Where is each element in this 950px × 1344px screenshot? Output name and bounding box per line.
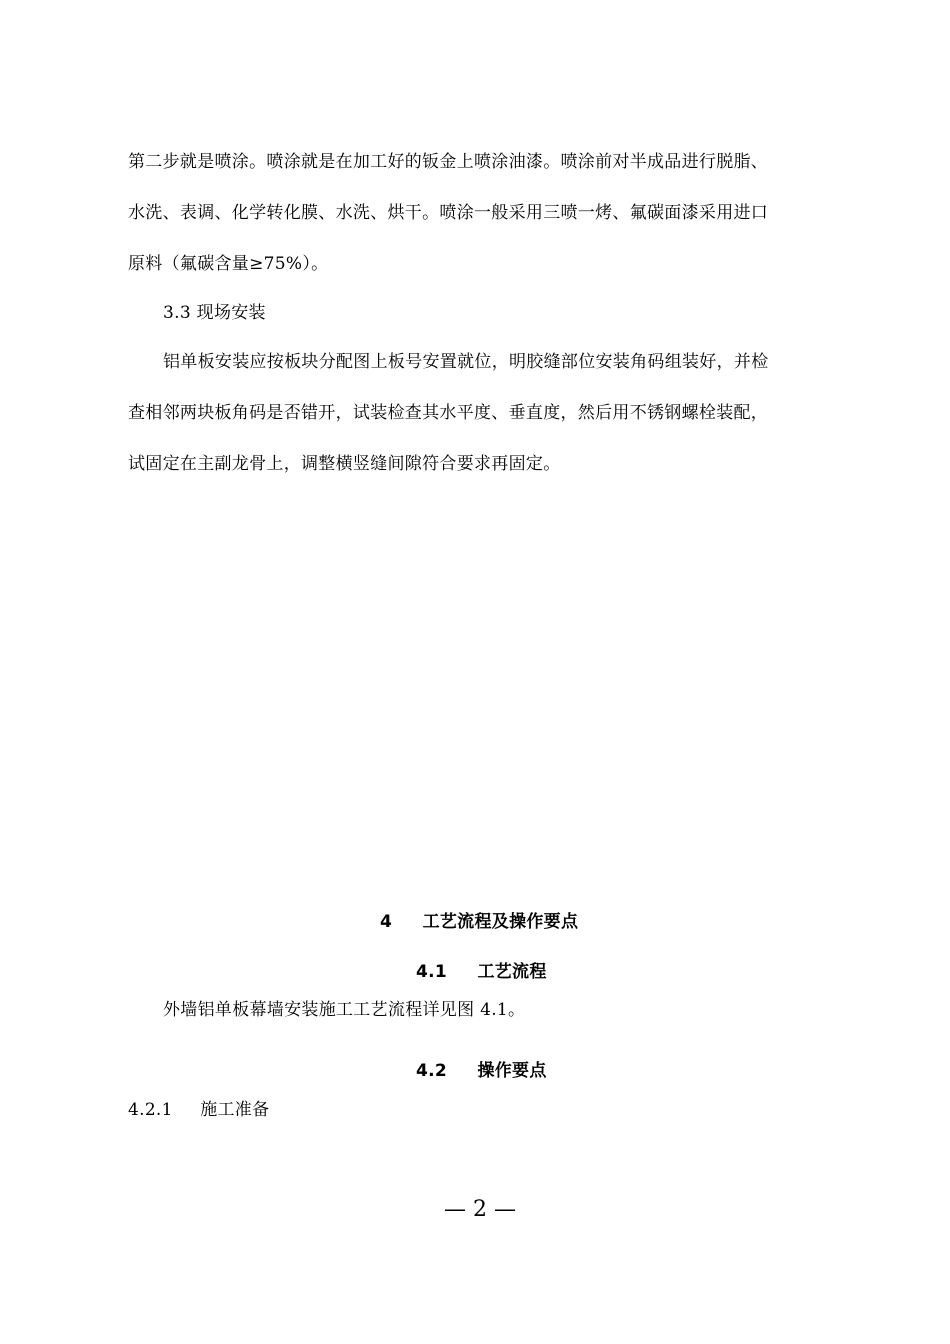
paragraph-1-line-1: 第二步就是喷涂。喷涂就是在加工好的钣金上喷涂油漆。喷涂前对半成品进行脱脂、 xyxy=(128,152,769,172)
section-3-3-heading: 3.3 现场安装 xyxy=(163,303,266,323)
paragraph-2-line-2: 查相邻两块板角码是否错开，试装检查其水平度、垂直度，然后用不锈钢螺栓装配， xyxy=(128,403,769,423)
paragraph-2-line-3: 试固定在主副龙骨上，调整横竖缝间隙符合要求再固定。 xyxy=(128,454,561,474)
page-number: — 2 — xyxy=(444,1197,516,1222)
section-4-1-heading xyxy=(416,960,547,984)
section-4-1-body: 外墙铝单板幕墙安装施工工艺流程详见图 4.1。 xyxy=(163,1000,526,1020)
section-4-1-title: 工艺流程 xyxy=(477,962,547,982)
chapter-4-title: 工艺流程及操作要点 xyxy=(422,912,579,932)
paragraph-1-line-3: 原料（氟碳含量≥75%）。 xyxy=(128,254,329,274)
section-4-1-number: 4.1 xyxy=(416,962,448,982)
paragraph-2-line-1: 铝单板安装应按板块分配图上板号安置就位，明胶缝部位安装角码组装好，并检 xyxy=(163,352,769,372)
paragraph-1-line-2: 水洗、表调、化学转化膜、水洗、烘干。喷涂一般采用三喷一烤、氟碳面漆采用进口 xyxy=(128,203,769,223)
chapter-4-heading xyxy=(380,910,578,934)
section-4-2-title: 操作要点 xyxy=(477,1061,547,1081)
section-4-2-1-number: 4.2.1 xyxy=(128,1100,173,1120)
section-4-2-1-title: 施工准备 xyxy=(200,1100,270,1120)
section-4-2-heading xyxy=(416,1059,547,1083)
chapter-4-number: 4 xyxy=(380,912,393,932)
section-4-2-1-heading xyxy=(128,1098,269,1122)
section-4-2-number: 4.2 xyxy=(416,1061,448,1081)
